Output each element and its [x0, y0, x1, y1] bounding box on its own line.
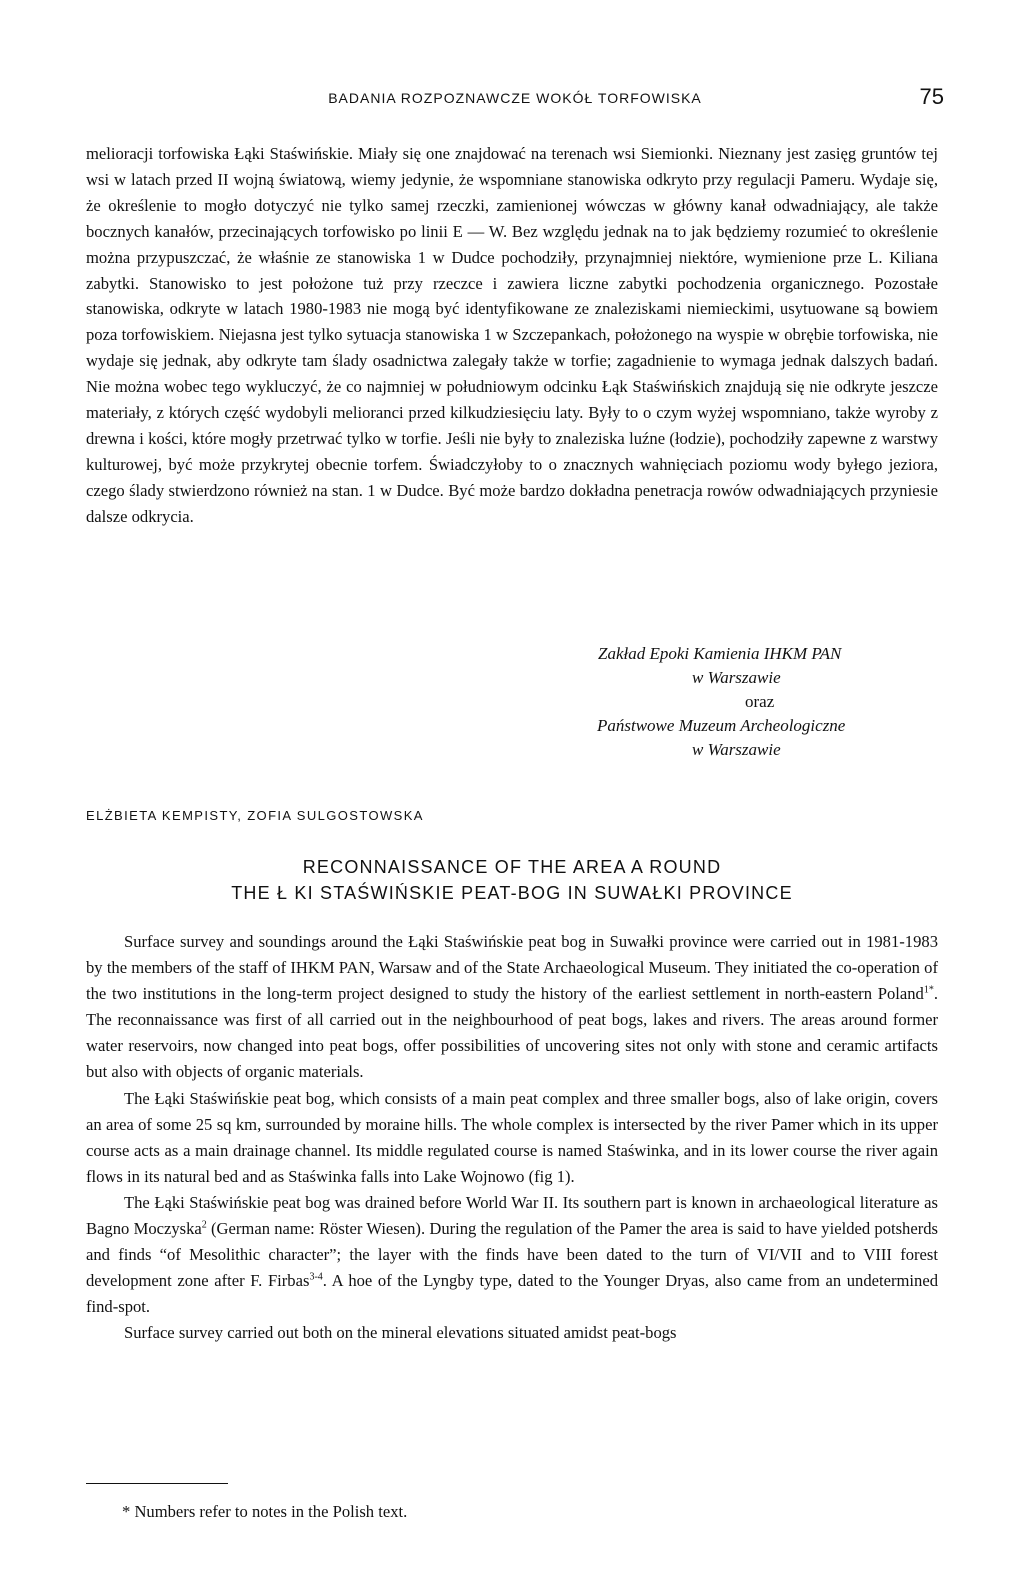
footnote: * Numbers refer to notes in the Polish text.	[122, 1502, 408, 1521]
summary-title-line-2: THE Ł KI STAŚWIŃSKIE PEAT-BOG IN SUWAŁKI PROVINCE	[231, 883, 793, 903]
polish-text-block	[86, 141, 938, 530]
summary-p1-text-b: . The reconnaissance was first of all carried out in the neighbourhood of peat bogs, lakes and rivers. The areas around former water reservoirs, now changed into peat bogs, offer possibilities of uncovering sites not only with stone and ceramic artifacts but also with objects of organic materials.	[86, 984, 938, 1082]
summary-title	[86, 854, 938, 906]
summary-paragraph-3	[86, 1190, 938, 1320]
summary-p3-text-c: . A hoe of the Lyngby type, dated to the Younger Dryas, also came from an undetermined find-spot.	[86, 1271, 938, 1317]
polish-paragraph: melioracji torfowiska Łąki Staświńskie. Miały się one znajdować na terenach wsi Siemionki. Nieznany jest zasięg gruntów tej wsi w latach przed II wojną światową, wiemy jedynie, że wspomniane stanowiska odkryto przy regulacji Pameru. Wydaje się, że określenie to mogło dotyczyć nie tylko samej rzeczki, zamienionej wówczas w główny kanał odwadniający, ale także bocznych kanałów, przecinających torfowisko po linii E — W. Bez względu jednak na to jak będziemy rozumieć to określenie można przypuszczać, że właśnie ze stanowiska 1 w Dudce pochodziły, przynajmniej niektóre, wymienione prze L. Kiliana zabytki. Stanowisko to jest położone tuż przy rzeczce i zawiera liczne zabytki pochodzenia organicznego. Pozostałe stanowiska, odkryte w latach 1980-1983 nie mogą być identyfikowane ze znaleziskami niemieckimi, usytuowane są bowiem poza torfowiskiem. Niejasna jest tylko sytuacja stanowiska 1 w Szczepankach, położonego na wyspie w obrębie torfowiska, nie wydaje się jednak, aby odkryte tam ślady osadnictwa zalegały także w torfie; zagadnienie to wymaga jednak dalszych badań. Nie można wobec tego wykluczyć, że co najmniej w południowym odcinku Łąk Staświńskich znajdują się nie odkryte jeszcze materiały, z których część wydobyli melioranci przed kilkudziesięciu laty. Były to o czym wyżej wspomniano, także wyroby z drewna i kości, które mogły przetrwać tylko w torfie. Jeśli nie były to znaleziska luźne (łodzie), pochodziły zapewne z warstwy kulturowej, być może przykrytej obecnie torfem. Świadczyłoby to o znacznych wahnięciach poziomu wody byłego jeziora, czego ślady stwierdzono również na stan. 1 w Dudce. Być może bardzo dokładna penetracja rowów odwadniających przyniesie dalsze odkrycia.	[86, 144, 938, 526]
affiliation-line-2: w Warszawie	[692, 668, 781, 687]
english-summary-text	[86, 929, 938, 1347]
author-affiliation	[560, 642, 940, 762]
summary-authors: ELŻBIETA KEMPISTY, ZOFIA SULGOSTOWSKA	[86, 808, 424, 823]
summary-paragraph-2: The Łąki Staświńskie peat bog, which consists of a main peat complex and three smaller bogs, also of lake origin, covers an area of some 25 sq km, surrounded by moraine hills. The whole complex is intersected by the river Pamer which in its upper course acts as a main drainage channel. Its middle regulated course is named Staświnka, and in its lower course the river again flows in its natural bed and as Staświnka falls into Lake Wojnowo (fig 1).	[86, 1088, 938, 1186]
footnote-divider	[86, 1483, 228, 1484]
summary-p3-text-b: (German name: Röster Wiesen). During the regulation of the Pamer the area is said to have yielded potsherds and finds “of Mesolithic character”; the layer with the finds have been dated to the turn of VI/VII and to VIII forest development zone after F. Firbas	[86, 1219, 939, 1291]
footnote-ref: 2	[201, 1219, 207, 1231]
running-header	[86, 84, 944, 114]
affiliation-line-3: oraz	[745, 692, 775, 711]
affiliation-line-5: w Warszawie	[692, 740, 781, 759]
summary-paragraph-4: Surface survey carried out both on the mineral elevations situated amidst peat-bogs	[124, 1323, 677, 1343]
summary-p1-text-a: Surface survey and soundings around the Łąki Staświńskie peat bog in Suwałki province were carried out in 1981-1983 by the members of the staff of IHKM PAN, Warsaw and of the State Archaeological Museum. They initiated the co-operation of the two institutions in the long-term project designed to study the history of the earliest settlement in north-eastern Poland	[86, 932, 938, 1004]
running-title: BADANIA ROZPOZNAWCZE WOKÓŁ TORFOWISKA	[328, 90, 702, 106]
affiliation-line-1: Zakład Epoki Kamienia IHKM PAN	[598, 644, 842, 663]
summary-title-line-1: RECONNAISSANCE OF THE AREA A ROUND	[302, 857, 722, 877]
footnote-ref: 1*	[923, 984, 934, 996]
page-number: 75	[919, 84, 944, 109]
footnote-ref: 3-4	[309, 1271, 323, 1283]
affiliation-line-4: Państwowe Muzeum Archeologiczne	[597, 716, 846, 735]
summary-p3-text-a: The Łąki Staświńskie peat bog was drained before World War II. Its southern part is known in archaeological literature as Bagno Moczyska	[86, 1192, 938, 1239]
summary-paragraph-1	[86, 929, 938, 1086]
